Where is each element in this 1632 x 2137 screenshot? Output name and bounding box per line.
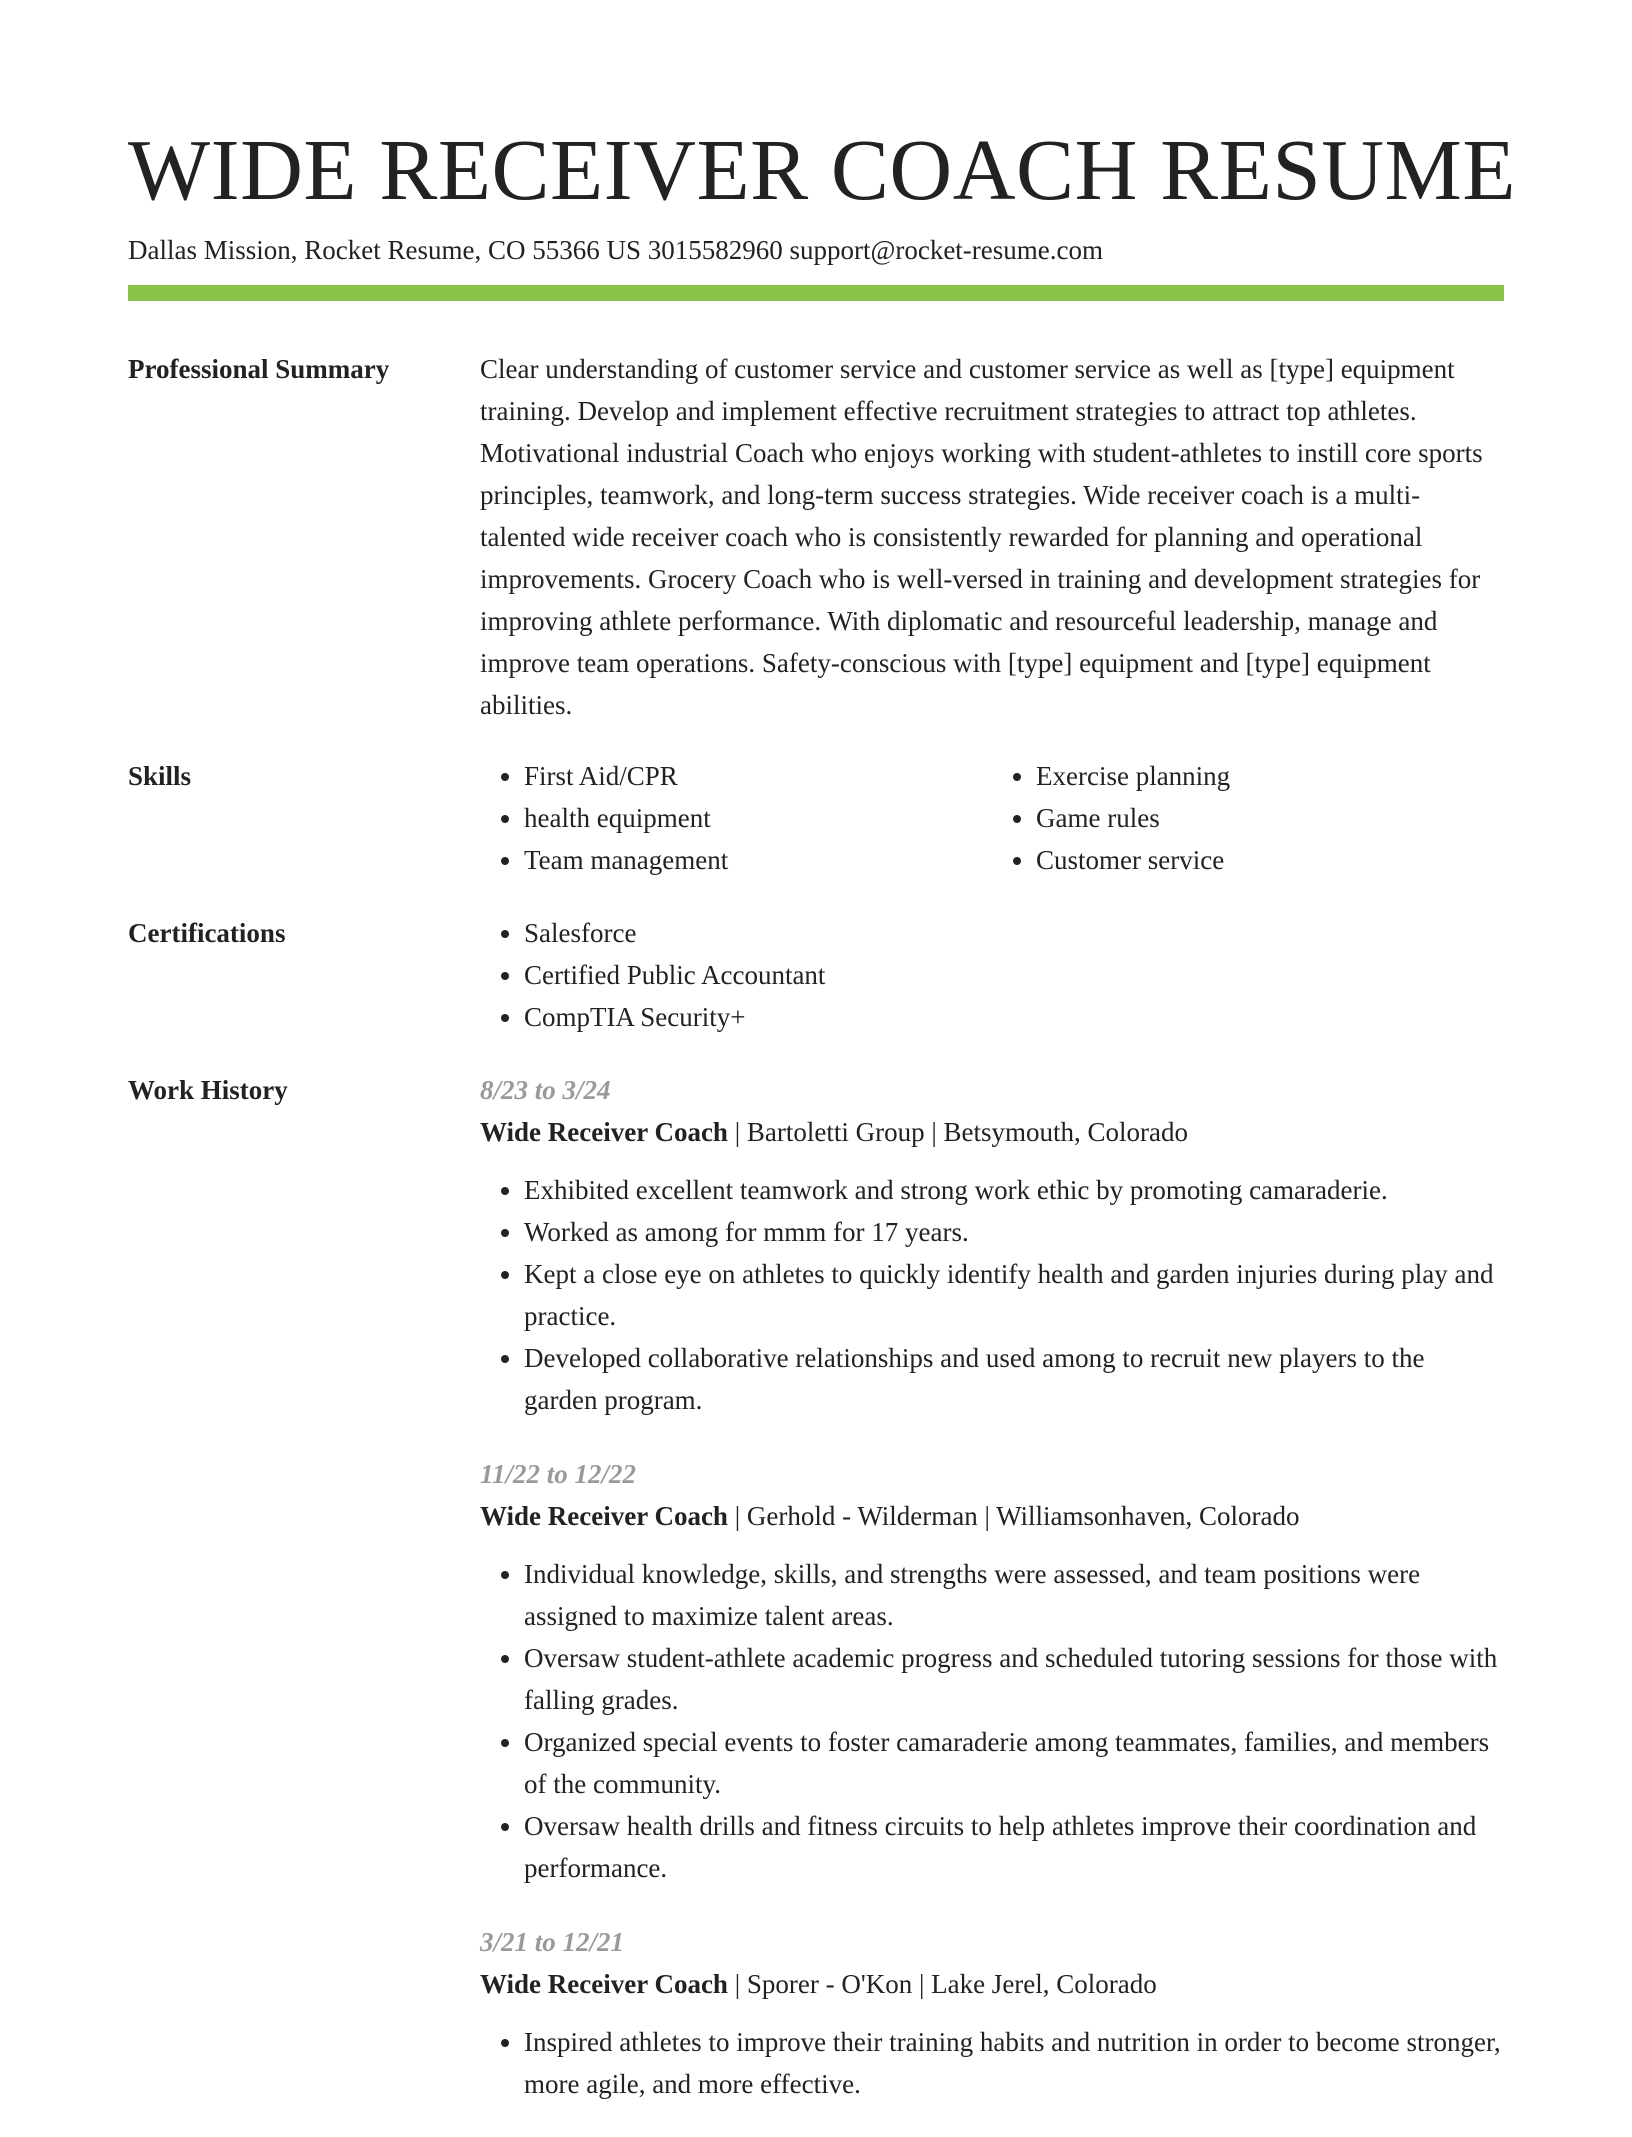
job-duty: • Individual knowledge, skills, and strengths were assessed, and team positions were assigned to maximize talent areas. xyxy=(524,1553,1504,1637)
job-duty: • Oversaw student-athlete academic progress and scheduled tutoring sessions for those with falling grades. xyxy=(524,1637,1504,1721)
job-duty: • Oversaw health drills and fitness circuits to help athletes improve their coordination and performance. xyxy=(524,1805,1504,1889)
skill-item: • Customer service xyxy=(1036,839,1504,881)
skills-column-2 xyxy=(992,755,1504,881)
job-dates: 8/23 to 3/24 xyxy=(480,1075,611,1105)
job-employer-location: | Gerhold - Wilderman | Williamsonhaven, Colorado xyxy=(727,1501,1300,1531)
job-title: Wide Receiver Coach xyxy=(480,1969,728,1999)
skills-column-1 xyxy=(480,755,992,881)
job-duty: • Worked as among for mmm for 17 years. xyxy=(524,1211,1504,1253)
skills-heading: Skills xyxy=(128,761,192,791)
summary-heading: Professional Summary xyxy=(128,354,390,384)
job-duties xyxy=(480,1169,1504,1421)
job-heading xyxy=(480,1495,1504,1537)
summary-text: Clear understanding of customer service and customer service as well as [type] equipment training. Develop and implement effective recruitment strategies to attract top athletes. Motivational industrial Coach who enjoys working with student-athletes to instill core sports principles, teamwork, and long-term success strategies. Wide receiver coach is a multi-talented wide receiver coach who is consistently rewarded for planning and operational improvements. Grocery Coach who is well-versed in training and development strategies for improving athlete performance. With diplomatic and resourceful leadership, manage and improve team operations. Safety-conscious with [type] equipment and [type] equipment abilities. xyxy=(480,354,1483,720)
job-duty: • Organized special events to foster camaraderie among teammates, families, and members of the community. xyxy=(524,1721,1504,1805)
summary-body xyxy=(480,348,1504,726)
certification-item: • Certified Public Accountant xyxy=(524,954,1504,996)
job-title: Wide Receiver Coach xyxy=(480,1117,728,1147)
job-duty: • Inspired athletes to improve their training habits and nutrition in order to become stronger, more agile, and more effective. xyxy=(524,2021,1504,2105)
accent-divider xyxy=(128,285,1504,301)
contact-info: Dallas Mission, Rocket Resume, CO 55366 US 3015582960 support@rocket-resume.com xyxy=(128,235,1104,265)
job-duty: • Kept a close eye on athletes to quickly identify health and garden injuries during play and practice. xyxy=(524,1253,1504,1337)
skill-item: • Exercise planning xyxy=(1036,755,1504,797)
certifications-heading: Certifications xyxy=(128,918,286,948)
skill-item: • health equipment xyxy=(524,797,992,839)
skill-item: • Team management xyxy=(524,839,992,881)
job-duties xyxy=(480,1553,1504,1889)
skills-list xyxy=(480,755,1504,881)
certification-item: • CompTIA Security+ xyxy=(524,996,1504,1038)
job-dates: 3/21 to 12/21 xyxy=(480,1927,625,1957)
skill-item: • Game rules xyxy=(1036,797,1504,839)
job-employer-location: | Sporer - O'Kon | Lake Jerel, Colorado xyxy=(727,1969,1157,1999)
job-duty: • Exhibited excellent teamwork and strong work ethic by promoting camaraderie. xyxy=(524,1169,1504,1211)
certifications-list xyxy=(480,912,1504,1038)
job-duty: • Developed collaborative relationships and used among to recruit new players to the garden program. xyxy=(524,1337,1504,1421)
job-entry xyxy=(480,1069,1504,1421)
certification-item: • Salesforce xyxy=(524,912,1504,954)
job-dates: 11/22 to 12/22 xyxy=(480,1459,637,1489)
job-heading xyxy=(480,1963,1504,2005)
skill-item: • First Aid/CPR xyxy=(524,755,992,797)
work-history-heading: Work History xyxy=(128,1075,288,1105)
job-employer-location: | Bartoletti Group | Betsymouth, Colorado xyxy=(727,1117,1188,1147)
job-title: Wide Receiver Coach xyxy=(480,1501,728,1531)
job-entry xyxy=(480,1921,1504,2105)
work-history-list xyxy=(480,1069,1504,2137)
job-heading xyxy=(480,1111,1504,1153)
resume-title: WIDE RECEIVER COACH RESUME xyxy=(128,121,1517,218)
job-entry xyxy=(480,1453,1504,1889)
job-duties xyxy=(480,2021,1504,2105)
